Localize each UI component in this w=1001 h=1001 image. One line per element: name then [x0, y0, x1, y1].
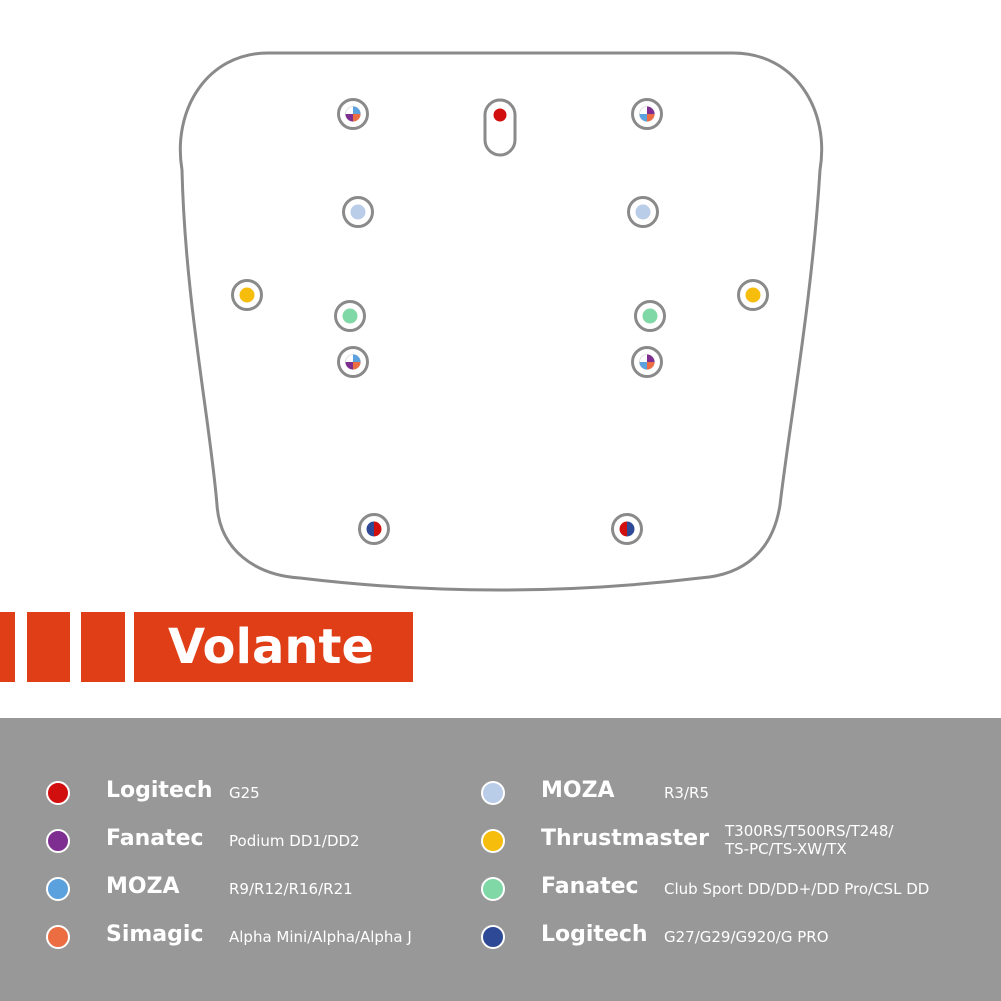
legend-model-line-2: TS-PC/TS-XW/TX — [725, 840, 847, 858]
mount-hole-logitech-split-left — [360, 515, 389, 544]
legend-model: Club Sport DD/DD+/DD Pro/CSL DD — [664, 880, 930, 898]
color-dot — [46, 925, 70, 949]
color-dot — [481, 925, 505, 949]
legend-model: G25 — [229, 784, 260, 802]
mount-hole-logitech-split-right — [613, 515, 642, 544]
color-dot — [481, 877, 505, 901]
mount-hole-fanatec-csl-right — [636, 302, 665, 331]
color-dot — [46, 829, 70, 853]
mount-hole-multi-top-left — [339, 100, 368, 129]
color-dot — [481, 829, 505, 853]
mount-hole-moza-r3-right — [629, 198, 658, 227]
mount-hole-multi-mid-right — [633, 348, 662, 377]
page-title: Volante — [134, 612, 413, 682]
legend-brand: Thrustmaster — [541, 826, 709, 851]
legend-model: Alpha Mini/Alpha/Alpha J — [229, 928, 412, 946]
legend-brand: Logitech — [106, 778, 213, 803]
legend-model: G27/G29/G920/G PRO — [664, 928, 829, 946]
legend-model: R3/R5 — [664, 784, 709, 802]
legend-brand: Fanatec — [106, 826, 204, 851]
legend-brand: MOZA — [106, 874, 180, 899]
legend-model-line-1: T300RS/T500RS/T248/ — [725, 822, 894, 840]
legend-model: Podium DD1/DD2 — [229, 832, 360, 850]
keyhole-mount-g25 — [485, 100, 515, 155]
legend-brand: Fanatec — [541, 874, 639, 899]
mount-hole-fanatec-csl-left — [336, 302, 365, 331]
color-dot — [481, 781, 505, 805]
color-dot — [46, 877, 70, 901]
mount-hole-thrustmaster-right — [739, 281, 768, 310]
legend-brand: Simagic — [106, 922, 204, 947]
mount-hole-multi-mid-left — [339, 348, 368, 377]
color-dot — [46, 781, 70, 805]
mount-hole-moza-r3-left — [344, 198, 373, 227]
legend-model — [725, 822, 1001, 858]
mount-hole-multi-top-right — [633, 100, 662, 129]
legend-model: R9/R12/R16/R21 — [229, 880, 353, 898]
mount-hole-thrustmaster-left — [233, 281, 262, 310]
legend-panel — [0, 718, 1001, 1001]
legend-brand: Logitech — [541, 922, 648, 947]
banner-stripe-3 — [81, 612, 125, 682]
banner-stripe-2 — [27, 612, 70, 682]
legend-brand: MOZA — [541, 778, 615, 803]
banner-stripe-1 — [0, 612, 15, 682]
